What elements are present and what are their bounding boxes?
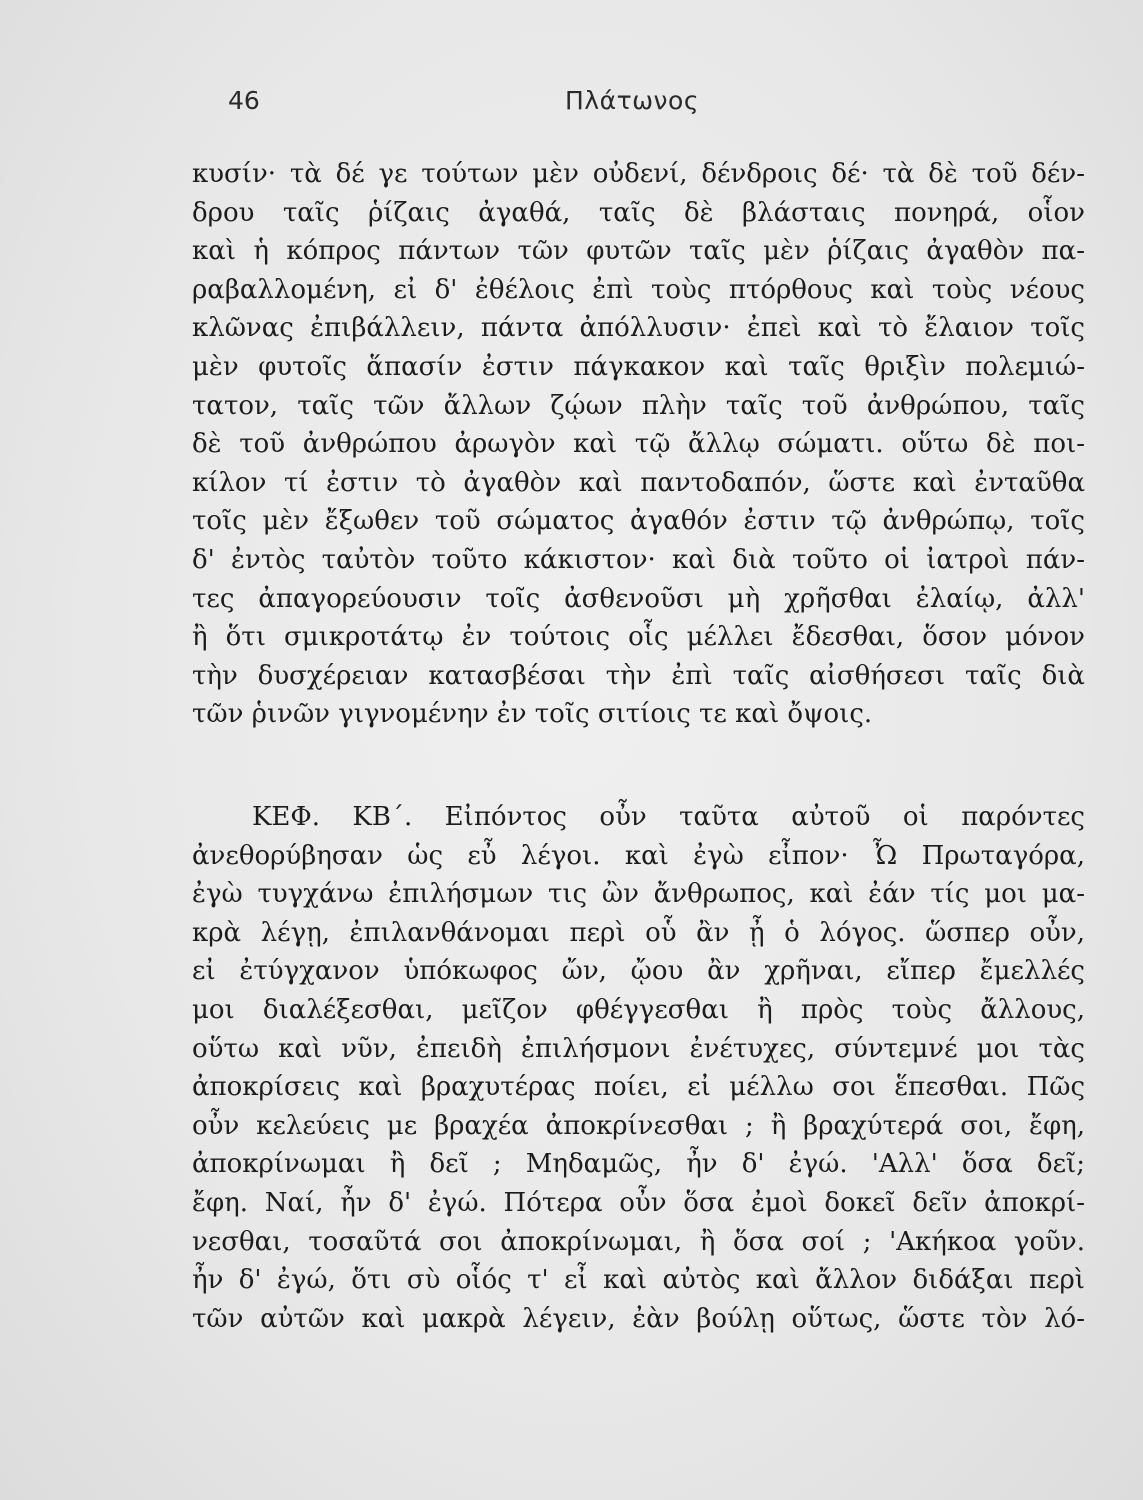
text-line: τὴν δυσχέρειαν κατασβέσαι τὴν ἐπὶ ταῖς αἰσθήσεσι ταῖς διὰ [192, 660, 1085, 691]
running-title: Πλάτωνος [565, 86, 699, 115]
text-line: κλῶνας ἐπιβάλλειν, πάντα ἀπόλλυσιν· ἐπεὶ καὶ τὸ ἔλαιον τοῖς [192, 313, 1085, 344]
text-line: τες ἀπαγορεύουσιν τοῖς ἀσθενοῦσι μὴ χρῆσθαι ἐλαίῳ, ἀλλ' [192, 583, 1085, 614]
paragraph-2 [192, 798, 1085, 1338]
text-line: κίλον τί ἐστιν τὸ ἀγαθὸν καὶ παντοδαπόν, ὥστε καὶ ἐνταῦθα [192, 467, 1085, 498]
page-number: 46 [228, 86, 260, 115]
text-line: δ' ἐντὸς ταὐτὸν τοῦτο κάκιστον· καὶ διὰ τοῦτο οἱ ἰατροὶ πάν- [192, 544, 1085, 575]
text-line: τοῖς μὲν ἔξωθεν τοῦ σώματος ἀγαθόν ἐστιν τῷ ἀνθρώπῳ, τοῖς [192, 506, 1085, 537]
text-line: κρὰ λέγῃ, ἐπιλανθάνομαι περὶ οὗ ἂν ᾖ ὁ λόγος. ὥσπερ οὖν, [192, 917, 1085, 948]
text-line: τῶν ῥινῶν γιγνομένην ἐν τοῖς σιτίοις τε καὶ ὄψοις. [192, 699, 873, 730]
text-line: μοι διαλέξεσθαι, μεῖζον φθέγγεσθαι ἢ πρὸς τοὺς ἄλλους, [192, 994, 1085, 1025]
text-line: ραβαλλομένη, εἰ δ' ἐθέλοις ἐπὶ τοὺς πτόρθους καὶ τοὺς νέους [192, 274, 1085, 305]
text-line: ἀποκρίσεις καὶ βραχυτέρας ποίει, εἰ μέλλω σοι ἕπεσθαι. Πῶς [192, 1072, 1085, 1103]
text-line: εἰ ἐτύγχανον ὑπόκωφος ὤν, ᾤου ἂν χρῆναι, εἴπερ ἔμελλές [192, 956, 1085, 987]
text-line: τῶν αὐτῶν καὶ μακρὰ λέγειν, ἐὰν βούλῃ οὕτως, ὥστε τὸν λό- [192, 1303, 1085, 1334]
text-line: οὕτω καὶ νῦν, ἐπειδὴ ἐπιλήσμονι ἐνέτυχες, σύντεμνέ μοι τὰς [192, 1033, 1085, 1064]
text-line: καὶ ἡ κόπρος πάντων τῶν φυτῶν ταῖς μὲν ῥίζαις ἀγαθὸν πα- [192, 236, 1085, 267]
chapter-heading-line: ΚΕΦ. ΚΒ΄. Εἰπόντος οὖν ταῦτα αὐτοῦ οἱ παρόντες [252, 802, 1085, 832]
paragraph-1 [192, 155, 1085, 734]
text-line: ἢ ὅτι σμικροτάτῳ ἐν τούτοις οἷς μέλλει ἔδεσθαι, ὅσον μόνον [192, 622, 1085, 653]
text-line: τατον, ταῖς τῶν ἄλλων ζῴων πλὴν ταῖς τοῦ ἀνθρώπου, ταῖς [192, 390, 1085, 421]
text-line: νεσθαι, τοσαῦτά σοι ἀποκρίνωμαι, ἢ ὅσα σοί ; 'Ακήκοα γοῦν. [192, 1226, 1085, 1257]
text-line: ἦν δ' ἐγώ, ὅτι σὺ οἷός τ' εἶ καὶ αὐτὸς καὶ ἄλλον διδάξαι περὶ [192, 1265, 1085, 1296]
text-line: ἀνεθορύβησαν ὡς εὖ λέγοι. καὶ ἐγὼ εἶπον· Ὦ Πρωταγόρα, [192, 840, 1085, 871]
text-line: ἀποκρίνωμαι ἢ δεῖ ; Μηδαμῶς, ἦν δ' ἐγώ. 'Αλλ' ὅσα δεῖ; [192, 1149, 1085, 1180]
text-line: ἔφη. Ναί, ἦν δ' ἐγώ. Πότερα οὖν ὅσα ἐμοὶ δοκεῖ δεῖν ἀποκρί- [192, 1187, 1085, 1218]
page-header [190, 86, 1085, 122]
text-line: κυσίν· τὰ δέ γε τούτων μὲν οὐδενί, δένδροις δέ· τὰ δὲ τοῦ δέν- [192, 159, 1085, 189]
text-line: δρου ταῖς ῥίζαις ἀγαθά, ταῖς δὲ βλάσταις πονηρά, οἷον [192, 197, 1085, 228]
text-line: μὲν φυτοῖς ἅπασίν ἐστιν πάγκακον καὶ ταῖς θριξὶν πολεμιώ- [192, 351, 1085, 382]
text-line: οὖν κελεύεις με βραχέα ἀποκρίνεσθαι ; ἢ βραχύτερά σοι, ἔφη, [192, 1110, 1085, 1141]
text-line: δὲ τοῦ ἀνθρώπου ἀρωγὸν καὶ τῷ ἄλλῳ σώματι. οὕτω δὲ ποι- [192, 429, 1085, 460]
text-line: ἐγὼ τυγχάνω ἐπιλήσμων τις ὢν ἄνθρωπος, καὶ ἐάν τίς μοι μα- [192, 879, 1085, 910]
